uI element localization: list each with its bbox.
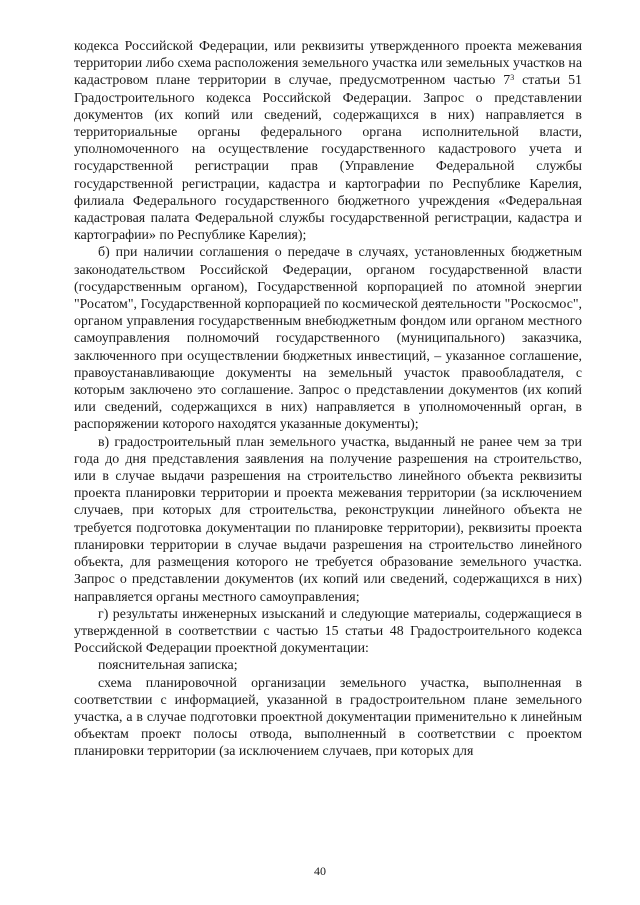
paragraph-site-plan-scheme: схема планировочной организации земельного участка, выполненная в соответствии с информацией, указанной в градостроительном плане земельного участка, а в случае подготовки проектной документации применительно к линейным объектам проект полосы отвода, выполненный в соответствии с проектом планировки территории (за исключением случаев, при которых для xyxy=(74,675,582,760)
paragraph-explanatory-note: пояснительная записка; xyxy=(98,658,238,674)
document-body xyxy=(74,38,582,761)
paragraph-kodeks-continuation xyxy=(74,38,582,244)
page-number: 40 xyxy=(314,864,326,878)
paragraph-item-b: б) при наличии соглашения о передаче в случаях, установленных бюджетным законодательством Российской Федерации, органом государственной власти (государственным органом), Государственной корпорацией по атомной энергии "Росатом", Государственной корпорацией по космической деятельности "Роскосмос", органом управления государственным внебюджетным фондом или органом местного самоуправления полномочий государственного (муниципального) заказчика, заключенного при осуществлении бюджетных инвестиций, – указанное соглашение, правоустанавливающие документы на земельный участок правообладателя, с которым заключено это соглашение. Запрос о представлении документов (их копий или сведений, содержащихся в них) направляется в уполномоченный орган, в распоряжении которого находятся указанные документы); xyxy=(74,245,582,433)
paragraph-text: статьи 51 Градостроительного кодекса Российской Федерации. Запрос о представлении документов (их копий или сведений, содержащихся в них) направляется в территориальные органы федерального органа исполнительной власти, уполномоченного на осуществление государственного кадастрового учета и государственной регистрации прав (Управление Федеральной службы государственной регистрации, кадастра и картографии по Республике Карелия, филиала Федерального государственного бюджетного учреждения «Федеральная кадастровая палата Федеральной службы государственной регистрации, кадастра и картографии» по Республике Карелия); xyxy=(74,73,582,244)
paragraph-item-v: в) градостроительный план земельного участка, выданный не ранее чем за три года до дня представления заявления на получение разрешения на строительство, или в случае выдачи разрешения на строительство линейного объекта реквизиты проекта планировки территории и проекта межевания территории (за исключением случаев, при которых для строительства, реконструкции линейного объекта не требуется подготовка документации по планировке территории), реквизиты проекта планировки территории в случае выдачи разрешения на строительство линейного объекта, для размещения которого не требуется образование земельного участка. Запрос о представлении документов (их копий или сведений, содержащихся в них) направляется органы местного самоуправления; xyxy=(74,434,582,605)
paragraph-text: кодекса Российской Федерации, или реквизиты утвержденного проекта межевания территории либо схема расположения земельного участка или земельных участков на кадастровом плане территории в случае, предусмотренном частью 7 xyxy=(74,39,582,89)
superscript: 3 xyxy=(510,73,515,83)
paragraph-item-g: г) результаты инженерных изысканий и следующие материалы, содержащиеся в утвержденной в соответствии с частью 15 статьи 48 Градостроительного кодекса Российской Федерации проектной документации: xyxy=(74,606,582,657)
